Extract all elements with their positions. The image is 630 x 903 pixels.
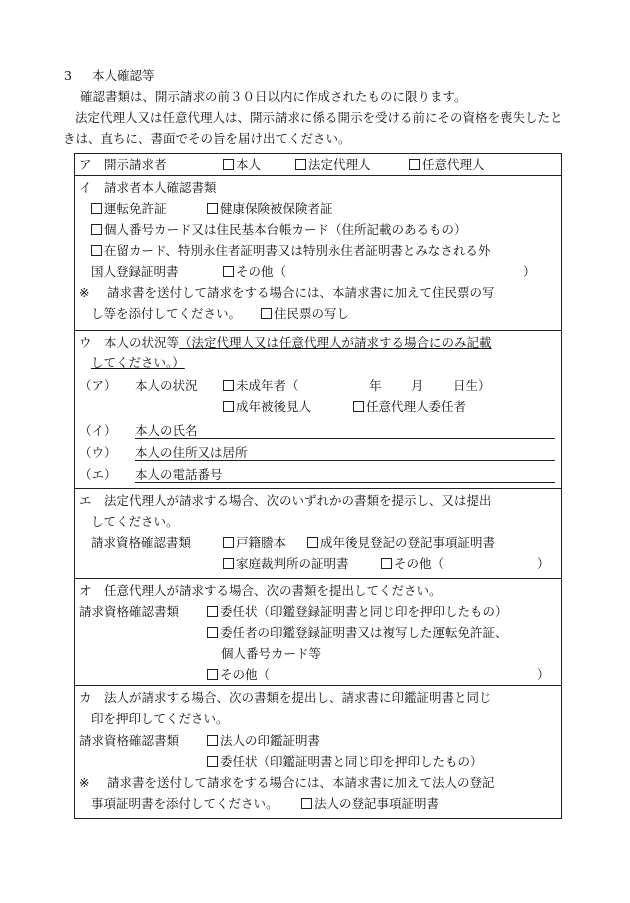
voluntary-rep-label: オ 任意代理人が請求する場合、次の書類を提出してください。 [79,583,442,598]
option-seal-certificate[interactable]: 委任者の印鑑登録証明書又は複写した運転免許証、 [207,624,508,642]
checkbox[interactable] [207,735,218,746]
corporation-label-line2: 印を押印してください。 [91,711,229,726]
checkbox[interactable] [409,159,420,170]
note-mark: ※ [79,285,90,300]
corp-mail-note-line1: 請求書を送付して請求をする場合には、本請求書に加えて法人の登記 [107,775,495,790]
validity-note: 確認書類は、開示請求の前３０日以内に作成されたものに限ります。 [80,89,467,104]
checkbox[interactable] [207,203,218,214]
checkbox[interactable] [223,537,234,548]
checkbox[interactable] [223,558,234,569]
checkbox[interactable] [91,245,102,256]
close-paren: ） [523,264,536,279]
checkbox[interactable] [223,380,234,391]
principal-address-label: 本人の住所又は居所 [135,445,248,460]
checkbox[interactable] [91,224,102,235]
legal-rep-label-line2: してください。 [91,514,179,529]
birth-day-label: 日生） [453,378,491,393]
option-other[interactable]: その他（ [223,263,286,281]
checkbox[interactable] [223,401,234,412]
section-title: 本人確認等 [92,68,155,83]
option-voluntary-rep[interactable]: 任意代理人 [409,156,485,174]
corporation-section [74,685,562,819]
loss-of-status-note: 法定代理人又は任意代理人は、開示請求に係る開示を受ける前にその資格を喪失したときは、直ちに、書面でその旨を届け出てください。 [63,110,563,146]
birth-year-label: 年 [369,378,382,393]
section-number: 3 [64,68,72,83]
birth-month-label: 月 [411,378,424,393]
principal-status-label: ウ 本人の状況等（法定代理人又は任意代理人が請求する場合にのみ記載 [79,335,492,350]
mail-note-line2: し等を添付してください。 [91,306,242,321]
principal-phone-label: 本人の電話番号 [135,467,223,482]
option-self[interactable]: 本人 [223,156,261,174]
checkbox[interactable] [295,159,306,170]
qualification-doc-label: 請求資格確認書類 [79,733,180,748]
option-minor[interactable]: 未成年者（ [223,377,299,395]
legal-rep-label-line1: エ 法定代理人が請求する場合、次のいずれかの書類を提示し、又は提出 [79,493,492,508]
close-paren: ） [537,556,550,571]
principal-name-label: 本人の氏名 [135,423,198,438]
seal-certificate-continued: 個人番号カード等 [221,646,322,661]
checkbox[interactable] [207,669,218,680]
requester-label: ア 開示請求者 [79,157,167,172]
corp-mail-note-line2: 事項証明書を添付してください。 [91,796,279,811]
option-power-of-attorney[interactable]: 委任状（印鑑登録証明書と同じ印を押印したもの） [207,603,508,621]
id-document-section [74,175,562,330]
option-mynumber-card[interactable]: 個人番号カード又は住民基本台帳カード（住所記載のあるもの） [91,221,467,239]
principal-address-line[interactable] [135,460,555,461]
section-heading [64,66,155,84]
checkbox[interactable] [223,159,234,170]
principal-status-section [74,330,562,488]
option-corp-registry[interactable]: 法人の登記事項証明書 [301,795,439,813]
checkbox[interactable] [207,627,218,638]
option-health-insurance[interactable]: 健康保険被保険者証 [207,200,333,218]
checkbox[interactable] [223,266,234,277]
option-adult-ward[interactable]: 成年被後見人 [223,398,311,416]
checkbox[interactable] [207,756,218,767]
checkbox[interactable] [207,606,218,617]
option-koseki[interactable]: 戸籍謄本 [223,534,286,552]
option-juminhyo[interactable]: 住民票の写し [261,305,349,323]
principal-status-label-cont: してください。） [91,355,185,370]
option-principal[interactable]: 任意代理人委任者 [353,398,466,416]
option-guardianship-cert[interactable]: 成年後見登記の登記事項証明書 [307,534,495,552]
voluntary-rep-section [74,578,562,685]
option-residence-card[interactable]: 在留カード、特別永住者証明書又は特別永住者証明書とみなされる外 [91,242,490,260]
option-family-court-cert[interactable]: 家庭裁判所の証明書 [223,555,349,573]
residence-card-continued: 国人登録証明書 [91,264,179,279]
requester-section [74,153,562,175]
qualification-doc-label: 請求資格確認書類 [79,604,180,619]
close-paren: ） [537,667,550,682]
checkbox[interactable] [353,401,364,412]
option-other[interactable]: その他（ [381,555,444,573]
status-label: 本人の状況 [135,378,198,393]
checkbox[interactable] [261,308,272,319]
checkbox[interactable] [301,798,312,809]
option-legal-rep[interactable]: 法定代理人 [295,156,371,174]
corporation-label-line1: カ 法人が請求する場合、次の書類を提出し、請求書に印鑑証明書と同じ [79,690,492,705]
checkbox[interactable] [381,558,392,569]
option-power-of-attorney[interactable]: 委任状（印鑑証明書と同じ印を押印したもの） [207,753,483,771]
option-corp-seal-cert[interactable]: 法人の印鑑証明書 [207,732,320,750]
mail-note-line1: 請求書を送付して請求をする場合には、本請求書に加えて住民票の写 [107,285,495,300]
checkbox[interactable] [91,203,102,214]
checkbox[interactable] [307,537,318,548]
principal-name-line[interactable] [135,438,555,439]
option-drivers-license[interactable]: 運転免許証 [91,200,167,218]
item-u-mark: （ウ） [79,445,117,460]
item-a-mark: （ア） [79,378,117,393]
item-e-mark: （エ） [79,467,117,482]
item-i-mark: （イ） [79,423,117,438]
id-document-label: イ 請求者本人確認書類 [79,180,217,195]
note-mark: ※ [79,775,90,790]
principal-phone-line[interactable] [135,482,555,483]
legal-rep-section [74,488,562,578]
qualification-doc-label: 請求資格確認書類 [91,535,192,550]
option-other[interactable]: その他（ [207,666,270,684]
